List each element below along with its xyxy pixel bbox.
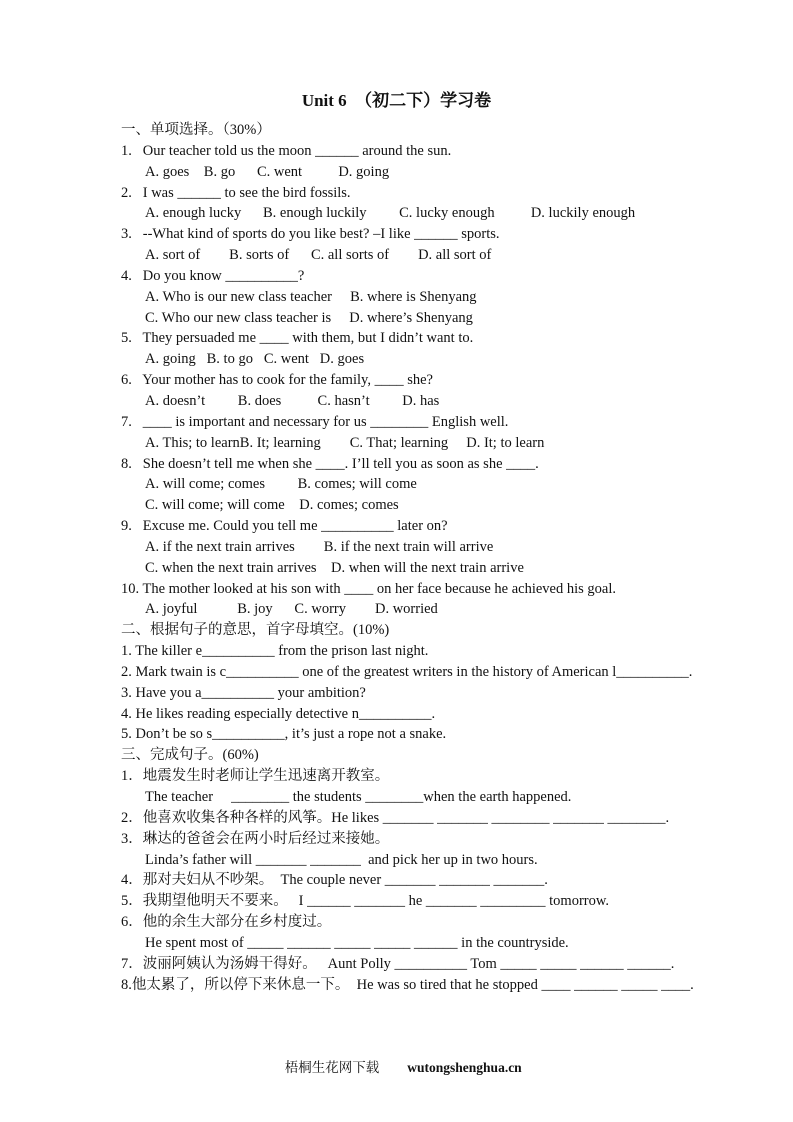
text-line: 3. --What kind of sports do you like best? –I like ______ sports. [121, 226, 500, 243]
footer-site-url: wutongshenghua.cn [407, 1060, 522, 1075]
text-line: 7. ____ is important and necessary for us ________ English well. [121, 413, 509, 430]
text-line: A. going B. to go C. went D. goes [145, 351, 365, 368]
text-line: 2. I was ______ to see the bird fossils. [121, 184, 351, 201]
text-line: C. Who our new class teacher is D. where’s Shenyang [145, 309, 473, 326]
text-line: A. joyful B. joy C. worry D. worried [145, 601, 438, 618]
section-heading: 二、根据句子的意思，首字母填空。(10%) [121, 622, 390, 639]
text-line: A. goes B. go C. went D. going [145, 163, 390, 180]
text-line: 4. Do you know __________? [121, 267, 305, 284]
section-heading: 一、单项选择。（30%） [121, 122, 271, 138]
text-line: 5. They persuaded me ____ with them, but I didn’t want to. [121, 330, 474, 347]
text-line: A. will come; comes B. comes; will come [145, 476, 417, 493]
text-line: C. when the next train arrives D. when will the next train arrive [145, 559, 524, 576]
text-line: A. doesn’t B. does C. hasn’t D. has [145, 392, 440, 409]
text-line: 2. Mark twain is c__________ one of the greatest writers in the history of American l__________. [121, 663, 693, 680]
section-heading: 三、完成句子。(60%) [121, 747, 259, 764]
footer-site-name: 梧桐生花网下载 [284, 1060, 380, 1075]
text-line: 4. He likes reading especially detective n__________. [121, 705, 436, 722]
text-line: 8. She doesn’t tell me when she ____. I’ll tell you as soon as she ____. [121, 455, 539, 472]
text-line: 1. The killer e__________ from the prison last night. [121, 643, 429, 660]
text-line: 7．波丽阿姨认为汤姆干得好。 Aunt Polly __________ Tom _____ _____ ______ ______. [121, 955, 675, 972]
text-line: C. will come; will come D. comes; comes [145, 497, 399, 514]
text-line: 3. Have you a__________ your ambition? [121, 684, 366, 701]
text-line: 6．他的余生大部分在乡村度过。 [121, 914, 332, 931]
text-line: A. This; to learnB. It; learning C. That; learning D. It; to learn [145, 434, 545, 451]
text-line: 9. Excuse me. Could you tell me __________ later on? [121, 518, 448, 535]
text-line: 4．那对夫妇从不吵架。 The couple never _______ _______ _______. [121, 872, 548, 889]
text-line: 6. Your mother has to cook for the family, ____ she? [121, 372, 433, 389]
text-line: The teacher ________ the students ________when the earth happened. [145, 789, 572, 805]
text-line: 1．地震发生时老师让学生迅速离开教室。 [121, 768, 390, 785]
text-line: 5. Don’t be so s__________, it’s just a rope not a snake. [121, 726, 447, 743]
text-line: 1. Our teacher told us the moon ______ around the sun. [121, 142, 452, 159]
exam-body [0, 120, 793, 995]
text-line: A. Who is our new class teacher B. where is Shenyang [145, 288, 477, 305]
text-line: A. enough lucky B. enough luckily C. lucky enough D. luckily enough [145, 205, 636, 222]
text-line: 10. The mother looked at his son with ____ on her face because he achieved his goal. [121, 580, 617, 597]
text-line: 8.他太累了，所以停下来休息一下。 He was so tired that he stopped ____ ______ _____ ____. [121, 976, 694, 993]
text-line: A. if the next train arrives B. if the next train will arrive [145, 538, 494, 555]
exam-title: Unit 6 （初二下）学习卷 [301, 91, 492, 110]
text-line: A. sort of B. sorts of C. all sorts of D. all sort of [145, 247, 492, 264]
text-line: Linda’s father will _______ _______ and pick her up in two hours. [145, 851, 538, 868]
text-line: 3．琳达的爸爸会在两小时后经过来接她。 [121, 830, 390, 847]
text-line: 2．他喜欢收集各种各样的风筝。He likes _______ _______ ________ _______ ________. [121, 809, 670, 826]
page-footer [0, 1038, 793, 1098]
text-line: He spent most of _____ ______ _____ _____ ______ in the countryside. [145, 934, 569, 951]
text-line: 5．我期望他明天不要来。 I ______ _______ he _______ _________ tomorrow. [121, 893, 610, 910]
